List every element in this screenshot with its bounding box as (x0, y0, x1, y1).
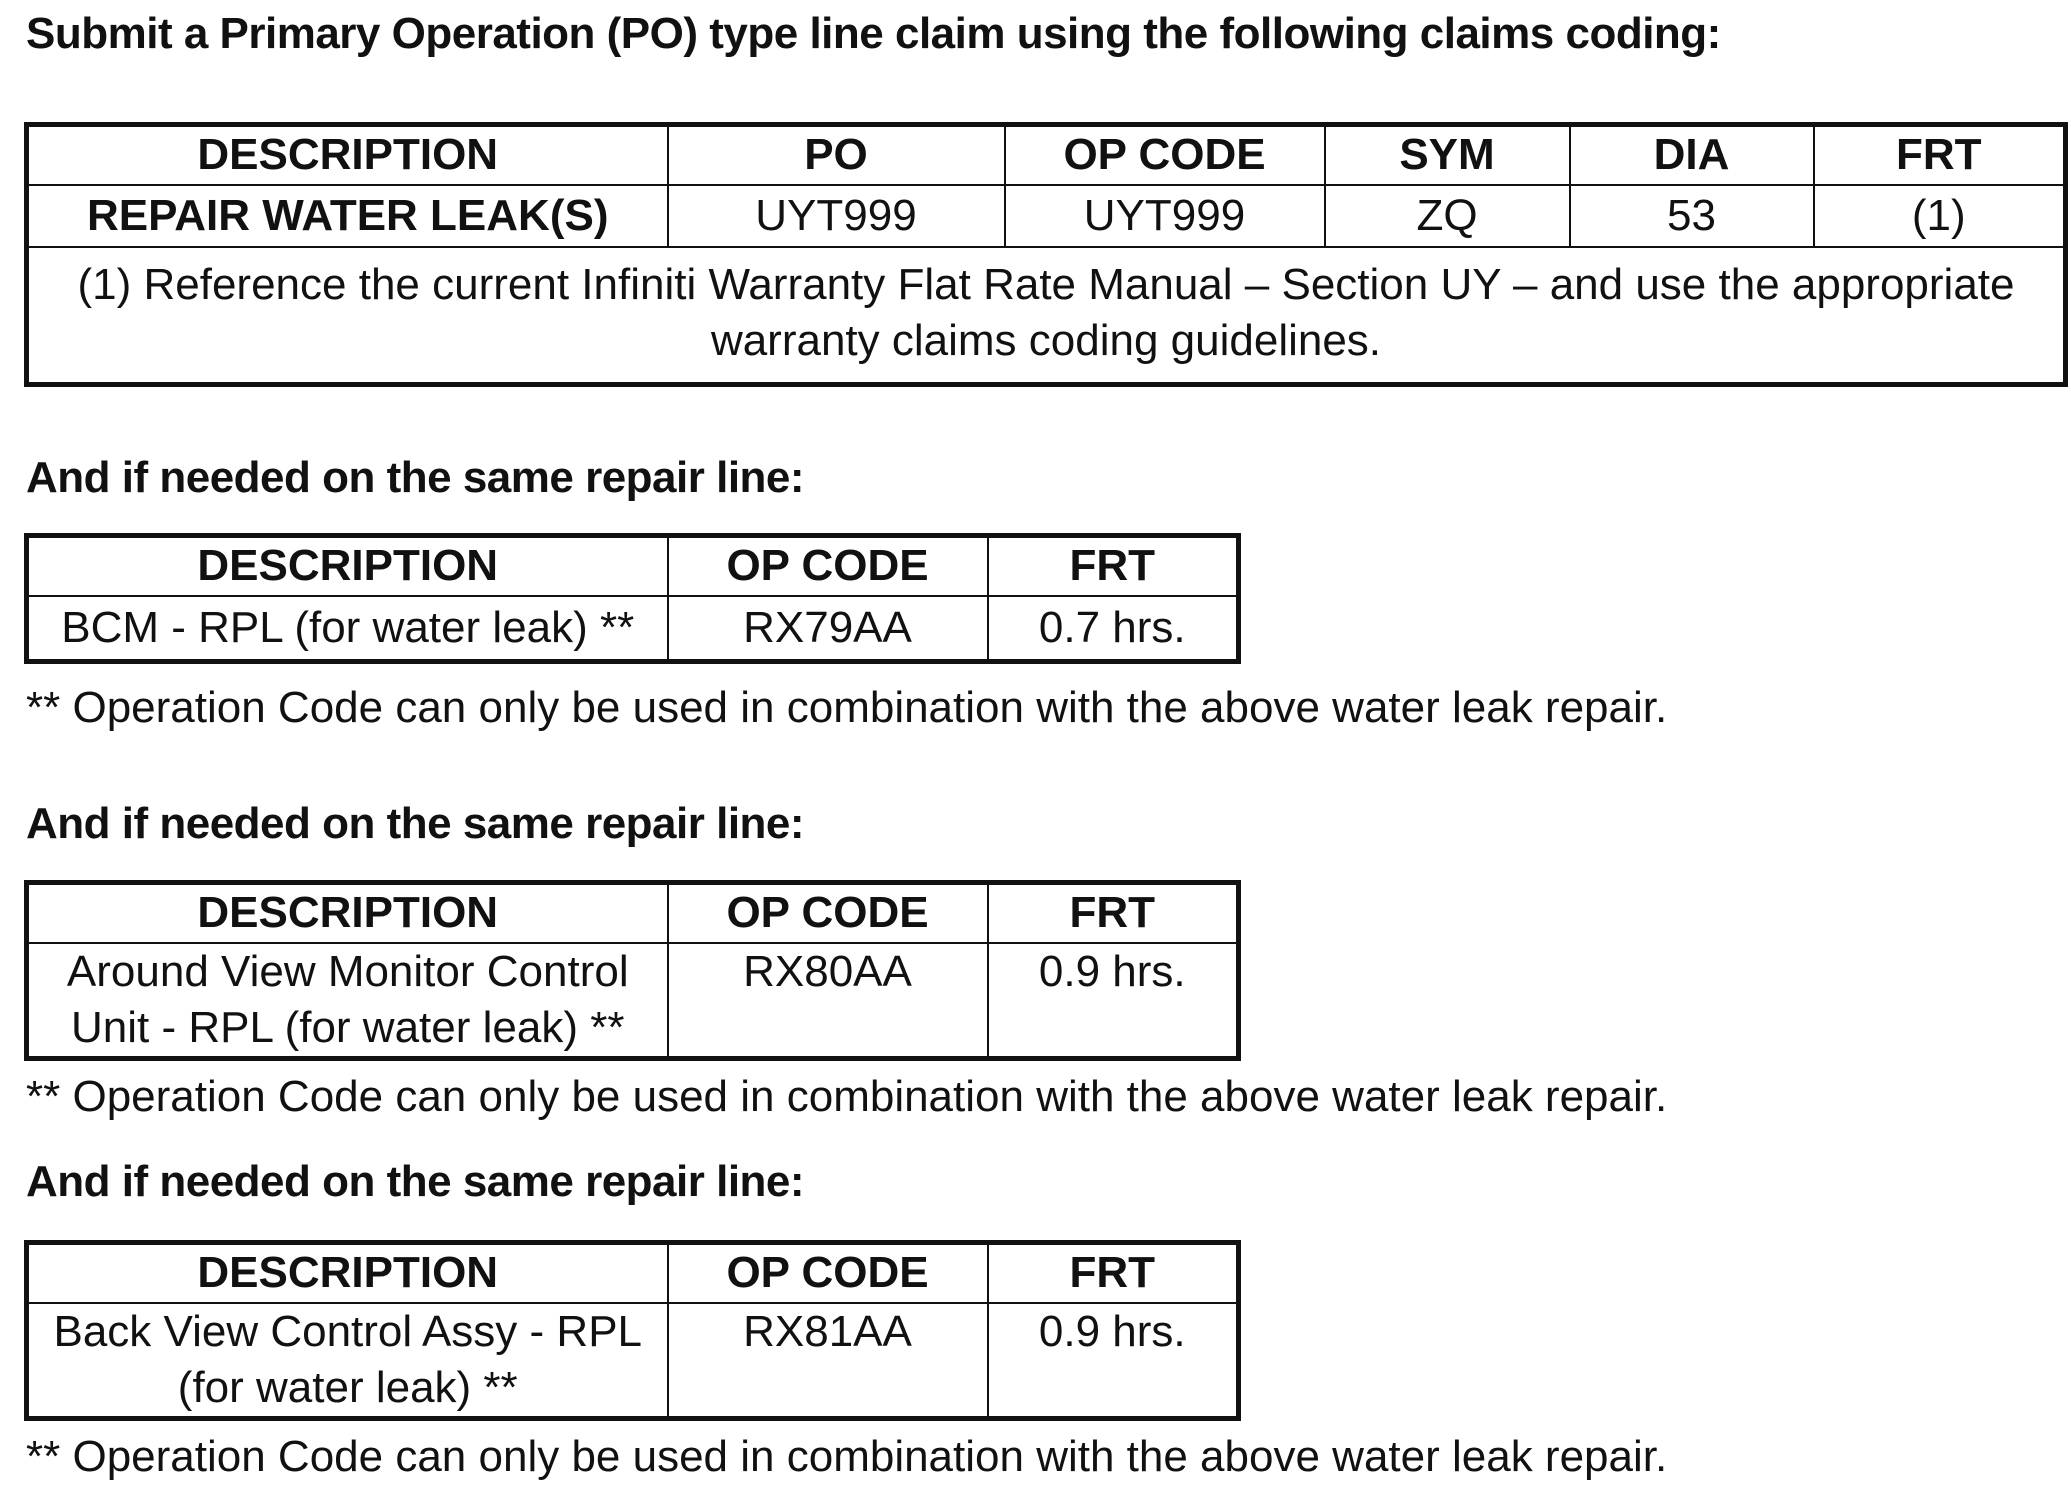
table-header-row (27, 883, 1239, 943)
cell-sym: ZQ (1325, 185, 1570, 247)
description-line: Unit - RPL (for water leak) ** (71, 1002, 625, 1052)
header-op-code: OP CODE (1005, 125, 1325, 185)
section-heading: And if needed on the same repair line: (26, 799, 805, 848)
additional-op-table (24, 1240, 1241, 1421)
description-line: (for water leak) ** (177, 1362, 518, 1412)
header-frt: FRT (988, 536, 1239, 596)
cell-description: REPAIR WATER LEAK(S) (27, 185, 668, 247)
header-op-code: OP CODE (668, 536, 988, 596)
additional-op-table (24, 880, 1241, 1061)
header-description: DESCRIPTION (27, 536, 668, 596)
footnote: ** Operation Code can only be used in combination with the above water leak repair. (26, 1072, 1668, 1121)
flat-rate-manual-note: (1) Reference the current Infiniti Warranty Flat Rate Manual – Section UY – and use the appropriate warranty claims coding guidelines. (27, 247, 2066, 385)
cell-frt: (1) (1814, 185, 2066, 247)
description-line: Around View Monitor Control (66, 946, 629, 996)
cell-po: UYT999 (668, 185, 1005, 247)
header-sym: SYM (1325, 125, 1570, 185)
header-frt: FRT (988, 1243, 1239, 1303)
section-heading: And if needed on the same repair line: (26, 1157, 805, 1206)
intro-heading: Submit a Primary Operation (PO) type line claim using the following claims coding: (26, 9, 1721, 58)
cell-description (27, 596, 668, 662)
header-description: DESCRIPTION (27, 883, 668, 943)
additional-op-table (24, 533, 1241, 664)
cell-op-code: RX80AA (668, 943, 988, 1059)
table-row (27, 943, 1239, 1059)
table-header-row (27, 536, 1239, 596)
cell-dia: 53 (1570, 185, 1814, 247)
primary-claim-table (24, 122, 2068, 387)
cell-description (27, 943, 668, 1059)
cell-op-code: RX79AA (668, 596, 988, 662)
cell-op-code: UYT999 (1005, 185, 1325, 247)
cell-frt: 0.9 hrs. (988, 943, 1239, 1059)
table-row (27, 185, 2066, 247)
cell-description (27, 1303, 668, 1419)
description-line: Back View Control Assy - RPL (53, 1306, 643, 1356)
header-description: DESCRIPTION (27, 1243, 668, 1303)
table-row (27, 596, 1239, 662)
header-op-code: OP CODE (668, 883, 988, 943)
header-frt: FRT (1814, 125, 2066, 185)
cell-frt: 0.7 hrs. (988, 596, 1239, 662)
header-dia: DIA (1570, 125, 1814, 185)
description-line: BCM - RPL (for water leak) ** (61, 602, 635, 652)
table-note-row (27, 247, 2066, 385)
table-header-row (27, 1243, 1239, 1303)
footnote: ** Operation Code can only be used in combination with the above water leak repair. (26, 1432, 1668, 1481)
header-description: DESCRIPTION (27, 125, 668, 185)
section-heading: And if needed on the same repair line: (26, 453, 805, 502)
cell-frt: 0.9 hrs. (988, 1303, 1239, 1419)
table-header-row (27, 125, 2066, 185)
footnote: ** Operation Code can only be used in combination with the above water leak repair. (26, 683, 1668, 732)
header-po: PO (668, 125, 1005, 185)
cell-op-code: RX81AA (668, 1303, 988, 1419)
header-frt: FRT (988, 883, 1239, 943)
header-op-code: OP CODE (668, 1243, 988, 1303)
table-row (27, 1303, 1239, 1419)
